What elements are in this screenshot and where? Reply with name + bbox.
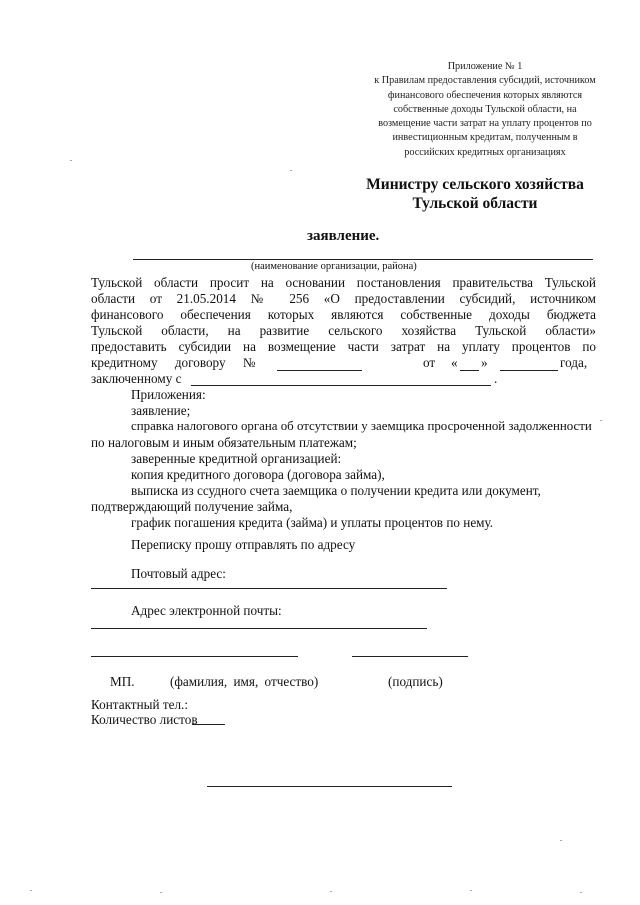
body-line-4: Тульской области, на развитие сельского хозяйства Тульской области» (91, 323, 596, 338)
document-title: заявление. (307, 228, 380, 244)
attachments-heading: Приложения: (131, 387, 206, 402)
scan-speck (580, 892, 582, 893)
organization-name-field[interactable] (133, 259, 593, 260)
full-name-field[interactable] (91, 656, 298, 657)
quote-close: » (481, 355, 488, 370)
sheet-count-field[interactable] (192, 724, 225, 725)
stamp-label: МП. (110, 674, 135, 689)
signature-field[interactable] (352, 656, 468, 657)
addressee-line-2: Тульской области (412, 195, 538, 212)
bottom-separator (207, 786, 452, 787)
scan-speck (600, 420, 602, 421)
body-line-6-from: от (423, 355, 436, 370)
attachment-item: копия кредитного договора (договора займа), (131, 467, 385, 482)
correspondence-text: Переписку прошу отправлять по адресу (131, 537, 356, 552)
postal-address-field[interactable] (91, 588, 447, 589)
scan-speck (290, 170, 292, 171)
attachment-item: заверенные кредитной организацией: (131, 451, 342, 466)
email-field[interactable] (91, 628, 427, 629)
organization-caption: (наименование организации, района) (251, 261, 417, 272)
scan-speck (560, 840, 562, 841)
attachment-item: заявление; (131, 403, 191, 418)
signature-caption: (подпись) (388, 674, 443, 689)
body-line-6-year: года, (560, 355, 588, 370)
attachment-item: график погашения кредита (займа) и уплаты процентов по нему. (131, 515, 494, 530)
attachment-item: по налоговым и иным обязательным платежам; (91, 435, 357, 450)
scan-speck (330, 891, 332, 892)
appendix-line: собственные доходы Тульской области, на (393, 103, 577, 115)
appendix-line: к Правилам предоставления субсидий, источником (374, 75, 596, 87)
attachment-item: выписка из ссудного счета заемщика о получении кредита или документ, (131, 483, 541, 498)
scan-speck (30, 890, 32, 891)
email-label: Адрес электронной почты: (131, 603, 282, 618)
body-line-5: предоставить субсидии на возмещение части затрат на уплату процентов по (91, 339, 596, 354)
contact-phone-label: Контактный тел.: (91, 697, 188, 712)
body-line-7-text: заключенному с (91, 371, 182, 386)
addressee (340, 175, 610, 213)
contract-day-field[interactable] (460, 370, 479, 371)
appendix-line: возмещение части затрат на уплату процентов по (378, 118, 592, 130)
attachment-item: справка налогового органа об отсутствии у заемщика просроченной задолженности (131, 419, 592, 433)
appendix-line: Приложение № 1 (447, 61, 523, 72)
contract-number-field[interactable] (277, 370, 362, 371)
body-line-1: Тульской области просит на основании постановления правительства Тульской (91, 275, 596, 290)
quote-open: « (451, 355, 458, 370)
full-name-caption: (фамилия, имя, отчество) (170, 674, 319, 689)
body-line-7-dot: . (494, 371, 498, 386)
postal-address-label: Почтовый адрес: (131, 566, 226, 581)
sheet-count-label: Количество листов (91, 712, 198, 727)
addressee-line-1: Министру сельского хозяйства (366, 176, 584, 193)
scan-speck (160, 892, 162, 893)
appendix-line: финансового обеспечения которых являются (387, 89, 583, 101)
appendix-header (330, 60, 640, 160)
scan-speck (70, 160, 72, 161)
appendix-line: российских кредитных организациях (404, 146, 566, 158)
body-line-2: области от 21.05.2014 № 256 «О предоставлении субсидий, источником (91, 291, 596, 306)
body-line-3: финансового обеспечения которых являются собственные доходы бюджета (91, 307, 596, 322)
appendix-line: инвестиционным кредитам, полученным в (392, 132, 578, 144)
attachment-item: подтверждающий получение займа, (91, 499, 293, 514)
body-line-6-text: кредитному договору № (91, 355, 256, 370)
contract-month-year-field[interactable] (500, 370, 558, 371)
scan-speck (470, 890, 472, 891)
creditor-field[interactable] (191, 385, 491, 386)
